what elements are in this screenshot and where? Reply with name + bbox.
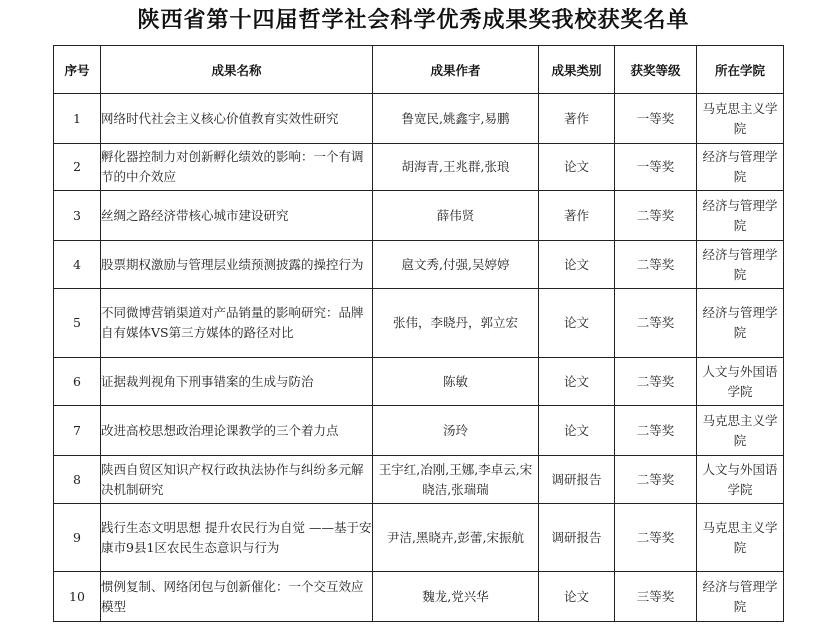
header-school: 所在学院 — [697, 46, 784, 94]
cell-title: 践行生态文明思想 提升农民行为自觉 ——基于安康市9县1区农民生态意识与行为 — [101, 504, 373, 572]
cell-type: 论文 — [539, 241, 615, 289]
cell-school: 人文与外国语学院 — [697, 358, 784, 406]
cell-level: 一等奖 — [615, 94, 697, 144]
cell-level: 二等奖 — [615, 289, 697, 358]
cell-type: 论文 — [539, 358, 615, 406]
header-type: 成果类别 — [539, 46, 615, 94]
cell-level: 二等奖 — [615, 241, 697, 289]
cell-type: 论文 — [539, 289, 615, 358]
cell-no: 3 — [54, 191, 101, 241]
header-level: 获奖等级 — [615, 46, 697, 94]
cell-school: 马克思主义学院 — [697, 94, 784, 144]
cell-level: 二等奖 — [615, 456, 697, 504]
table-row — [54, 572, 784, 622]
cell-authors: 鲁宽民,姚鑫宇,易鹏 — [373, 94, 539, 144]
table-row — [54, 456, 784, 504]
cell-school: 经济与管理学院 — [697, 191, 784, 241]
cell-no: 2 — [54, 144, 101, 191]
header-no: 序号 — [54, 46, 101, 94]
table-row — [54, 504, 784, 572]
header-title: 成果名称 — [101, 46, 373, 94]
table-row — [54, 289, 784, 358]
table-row — [54, 241, 784, 289]
cell-authors: 陈敏 — [373, 358, 539, 406]
table-row — [54, 144, 784, 191]
table-row — [54, 94, 784, 144]
cell-school: 经济与管理学院 — [697, 144, 784, 191]
header-authors: 成果作者 — [373, 46, 539, 94]
table-body — [54, 94, 784, 622]
cell-authors: 魏龙,党兴华 — [373, 572, 539, 622]
cell-authors: 张伟，李晓丹，郭立宏 — [373, 289, 539, 358]
cell-school: 经济与管理学院 — [697, 572, 784, 622]
cell-level: 二等奖 — [615, 358, 697, 406]
header-row — [54, 46, 784, 94]
cell-no: 6 — [54, 358, 101, 406]
cell-no: 5 — [54, 289, 101, 358]
cell-type: 论文 — [539, 406, 615, 456]
cell-level: 二等奖 — [615, 504, 697, 572]
table-row — [54, 406, 784, 456]
cell-authors: 汤玲 — [373, 406, 539, 456]
cell-authors: 薛伟贤 — [373, 191, 539, 241]
awards-table — [53, 45, 784, 622]
cell-title: 不同微博营销渠道对产品销量的影响研究：品牌自有媒体VS第三方媒体的路径对比 — [101, 289, 373, 358]
cell-no: 10 — [54, 572, 101, 622]
cell-no: 7 — [54, 406, 101, 456]
document-title: 陕西省第十四届哲学社会科学优秀成果奖我校获奖名单 — [137, 8, 690, 33]
cell-type: 著作 — [539, 94, 615, 144]
cell-title: 证据裁判视角下刑事错案的生成与防治 — [101, 358, 373, 406]
table-row — [54, 358, 784, 406]
cell-type: 论文 — [539, 144, 615, 191]
cell-no: 8 — [54, 456, 101, 504]
cell-no: 1 — [54, 94, 101, 144]
cell-level: 二等奖 — [615, 406, 697, 456]
cell-authors: 尹洁,黑晓卉,彭蕾,宋振航 — [373, 504, 539, 572]
cell-title: 网络时代社会主义核心价值教育实效性研究 — [101, 94, 373, 144]
cell-title: 惯例复制、网络闭包与创新催化：一个交互效应模型 — [101, 572, 373, 622]
cell-school: 马克思主义学院 — [697, 504, 784, 572]
cell-authors: 扈文秀,付强,吴婷婷 — [373, 241, 539, 289]
cell-level: 二等奖 — [615, 191, 697, 241]
cell-school: 经济与管理学院 — [697, 289, 784, 358]
cell-type: 论文 — [539, 572, 615, 622]
cell-type: 调研报告 — [539, 504, 615, 572]
cell-level: 一等奖 — [615, 144, 697, 191]
cell-title: 孵化器控制力对创新孵化绩效的影响：一个有调节的中介效应 — [101, 144, 373, 191]
cell-authors: 王宇红,冶刚,王娜,李卓云,宋晓洁,张瑞瑞 — [373, 456, 539, 504]
cell-type: 调研报告 — [539, 456, 615, 504]
cell-type: 著作 — [539, 191, 615, 241]
cell-title: 股票期权激励与管理层业绩预测披露的操控行为 — [101, 241, 373, 289]
cell-no: 4 — [54, 241, 101, 289]
cell-title: 丝绸之路经济带核心城市建设研究 — [101, 191, 373, 241]
cell-title: 陕西自贸区知识产权行政执法协作与纠纷多元解决机制研究 — [101, 456, 373, 504]
cell-school: 人文与外国语学院 — [697, 456, 784, 504]
cell-title: 改进高校思想政治理论课教学的三个着力点 — [101, 406, 373, 456]
table-row — [54, 191, 784, 241]
cell-school: 马克思主义学院 — [697, 406, 784, 456]
cell-no: 9 — [54, 504, 101, 572]
cell-level: 三等奖 — [615, 572, 697, 622]
cell-school: 经济与管理学院 — [697, 241, 784, 289]
cell-authors: 胡海青,王兆群,张琅 — [373, 144, 539, 191]
